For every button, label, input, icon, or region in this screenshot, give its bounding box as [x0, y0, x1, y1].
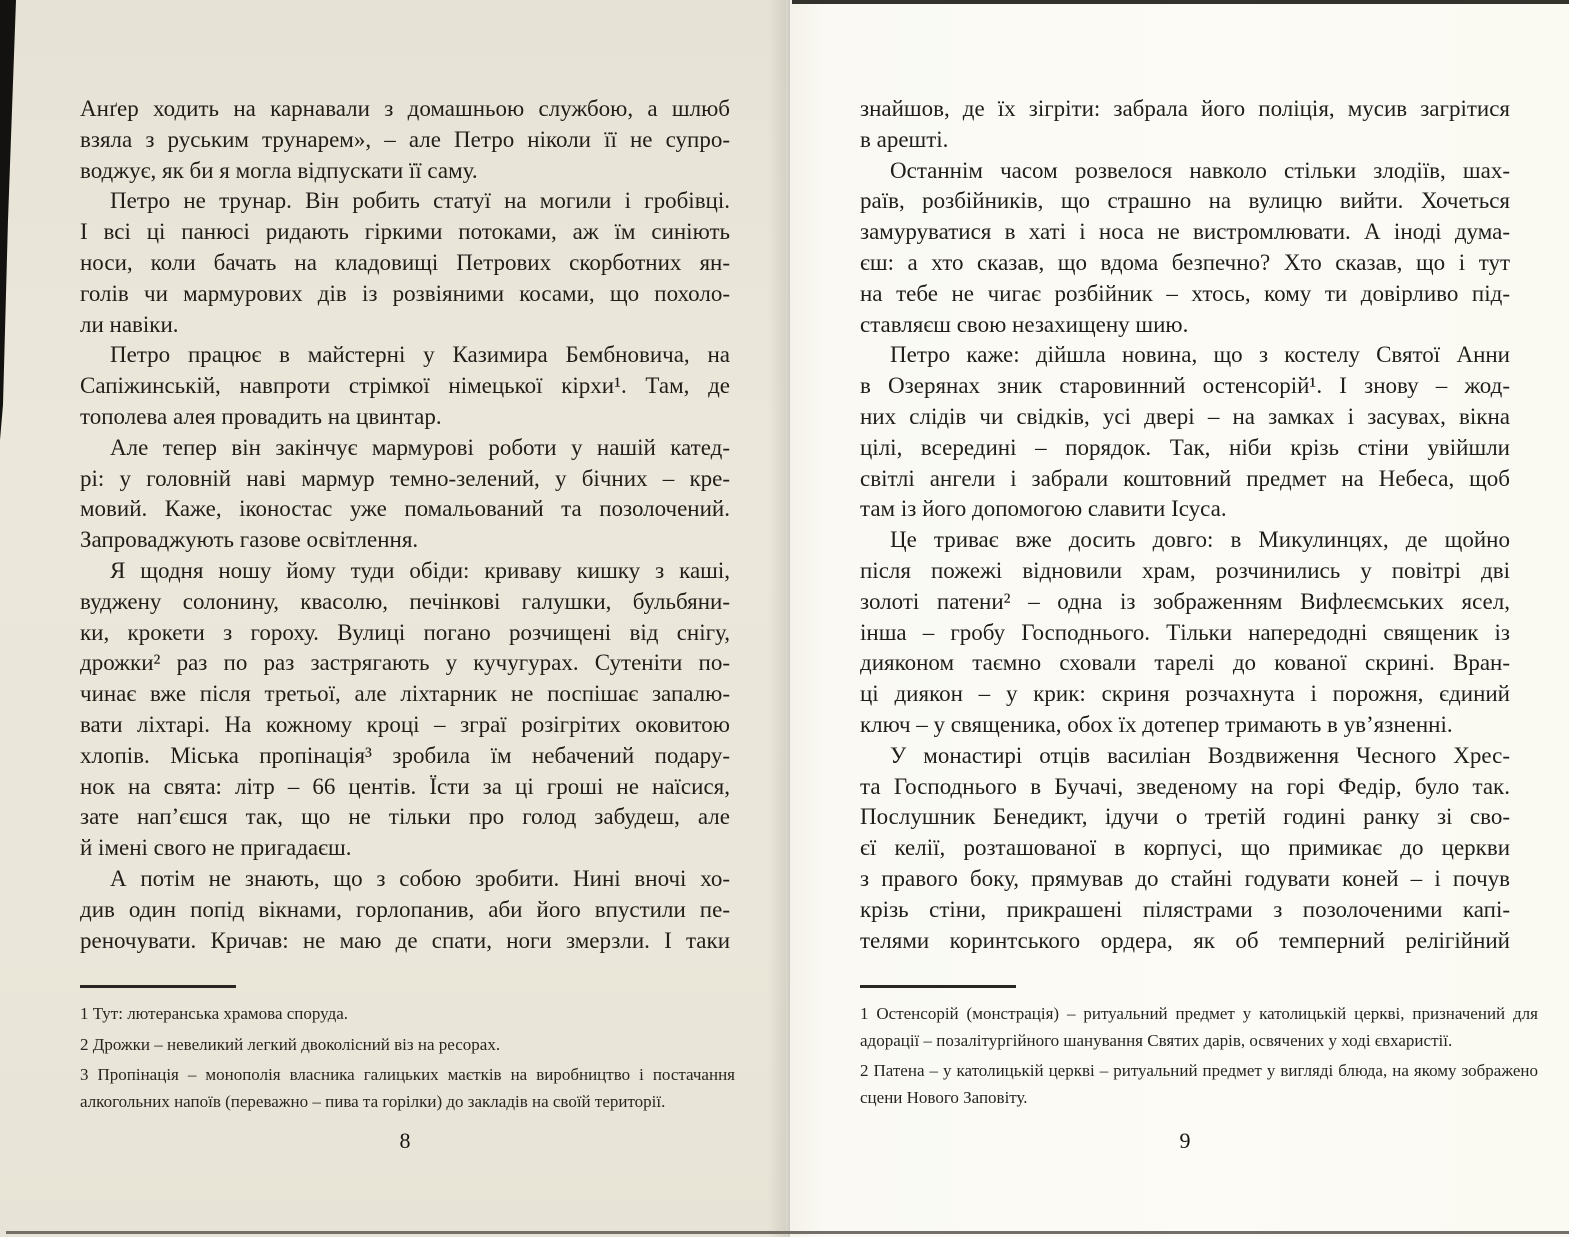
- text-line: ки, крокети з гороху. Вулиці погано розчищені від снігу,: [80, 619, 730, 645]
- text-line: ли навіки.: [80, 311, 179, 337]
- text-line: зате нап’єшся так, що не тільки про голод забудеш, але: [80, 804, 730, 830]
- text-line: Петро каже: дійшла новина, що з костелу Святої Анни: [890, 342, 1510, 368]
- text-line: замуруватися в хаті і носа не вистромлювати. А іноді дума-: [860, 219, 1510, 245]
- text-line: Запроваджують газове освітлення.: [80, 527, 419, 553]
- scan-edge-line-top: [792, 0, 1569, 4]
- text-line: з правого боку, прямував до стайні годувати коней – і почув: [860, 865, 1510, 891]
- text-line: єш: а хто сказав, що вдома безпечно? Хто сказав, що і тут: [860, 249, 1510, 275]
- page-left-body: [80, 94, 730, 956]
- page-right-body: [860, 94, 1510, 956]
- scan-edge-line-bottom: [6, 1231, 1569, 1234]
- paragraph: [860, 94, 1510, 156]
- text-line: хлопів. Міська пропінація³ зробила їм небачений подару-: [80, 742, 730, 768]
- text-line: Петро працює в майстерні у Казимира Бембновича, на: [110, 342, 730, 368]
- footnote: 2 Дрожки – невеликий легкий двоколісний віз на ресорах.: [80, 1034, 501, 1054]
- footnote: 1 Тут: лютеранська храмова споруда.: [80, 1004, 349, 1023]
- footnote: 1 Остенсорій (монстрація) – ритуальний предмет у католицькій церкві, призначений для адорації – позалітургійного шанування Святих дарів, освячених у ході євхаристії.: [860, 1004, 1538, 1050]
- text-line: раїв, розбійників, що страшно на вулицю вийти. Хочеться: [860, 188, 1510, 214]
- text-line: Сапіжинській, навпроти стрімкої німецької кірхи¹. Там, де: [80, 373, 730, 399]
- footnote-rule: [860, 985, 1016, 988]
- text-line: ставляєш свою незахищену шию.: [860, 311, 1189, 337]
- text-line: цілі, всередині – порядок. Так, ніби крізь стіни увійшли: [860, 434, 1510, 460]
- text-line: на тебе не чигає розбійник – хтось, кому ти довірливо під-: [860, 280, 1510, 306]
- text-line: вати ліхтарі. На кожному кроці – зграї розігрітих оковитою: [80, 711, 730, 737]
- page-right: [786, 0, 1569, 1237]
- text-line: див один попід вікнами, горлопанив, аби його впустили пе-: [80, 896, 730, 922]
- text-line: них слідів чи свідків, усі двері – на замках і засувах, вікна: [860, 403, 1510, 429]
- text-line: Це триває вже досить довго: в Микулинцях, де щойно: [890, 527, 1510, 553]
- text-line: Я щодня ношу йому туди обіди: криваву кишку з каші,: [110, 557, 730, 583]
- page-right-footnote-list: [860, 1001, 1538, 1111]
- footnote-rule: [80, 985, 236, 988]
- paragraph: [80, 94, 730, 186]
- text-line: крізь стіни, прикрашені пілястрами з позолоченими капі-: [860, 896, 1510, 922]
- text-line: золоті патени² – одна із зображенням Вифлеємських ясел,: [860, 588, 1510, 614]
- text-line: воджує, як би я могла відпускати її саму.: [80, 157, 478, 183]
- text-line: А потім не знають, що з собою зробити. Нині вночі хо-: [110, 865, 730, 891]
- text-line: взяла з руським трунарем», – але Петро ніколи її не супро-: [80, 126, 730, 152]
- text-line: Послушник Бенедикт, ідучи о третій годині ранку зі сво-: [860, 804, 1510, 830]
- text-line: тополева алея провадить на цвинтар.: [80, 403, 442, 429]
- text-line: чинає вже після третьої, але ліхтарник не поспішає запалю-: [80, 681, 730, 707]
- paragraph: [860, 525, 1510, 741]
- paragraph: [80, 433, 730, 556]
- text-line: У монастирі отців василіан Воздвиження Чесного Хрес-: [890, 742, 1510, 768]
- text-line: Але тепер він закінчує мармурові роботи у нашій катед-: [110, 434, 730, 460]
- paragraph: [80, 864, 730, 956]
- text-line: й імені свого не пригадаєш.: [80, 835, 352, 861]
- paragraph: [80, 186, 730, 340]
- paragraph: [80, 340, 730, 432]
- paragraph: [860, 340, 1510, 525]
- text-line: Останнім часом розвелося навколо стільки злодіїв, шах-: [890, 157, 1510, 183]
- text-line: та Господнього в Бучачі, зведеному на горі Федір, було так.: [860, 773, 1510, 799]
- text-line: знайшов, де їх зігріти: забрала його поліція, мусив загрітися: [860, 96, 1510, 121]
- text-line: Анґер ходить на карнавали з домашньою службою, а шлюб: [80, 96, 730, 121]
- text-line: нок на свята: літр – 66 центів. Їсти за ці гроші не наїсися,: [80, 773, 730, 799]
- text-line: світлі ангели і забрали коштовний предмет на Небеса, щоб: [860, 465, 1510, 491]
- text-line: там із його допомогою славити Ісуса.: [860, 496, 1227, 522]
- footnote: 2 Патена – у католицькій церкві – ритуальний предмет у вигляді блюда, на якому зображено сцени Нового Заповіту.: [860, 1061, 1538, 1107]
- text-line: єї келії, розташованої в корпусі, що примикає до церкви: [860, 835, 1510, 861]
- text-line: рі: у головній наві мармур темно-зелений, у бічних – кре-: [80, 465, 730, 491]
- text-line: ключ – у священика, обох їх дотепер тримають в ув’язненні.: [860, 711, 1453, 737]
- text-line: мовий. Каже, іконостас уже помальований та позолочений.: [80, 496, 730, 522]
- paragraph: [80, 556, 730, 864]
- text-line: телями коринтського ордера, як об темперний релігійний: [860, 927, 1510, 953]
- text-line: дрожки² раз по раз застрягають у кучугурах. Сутеніти по-: [80, 650, 730, 676]
- page-number-right: 9: [1179, 1128, 1191, 1153]
- footnote: 3 Пропінація – монополія власника галицьких маєтків на виробництво і постачання алкогольних напоїв (переважно – пива та горілки) до закладів на своїй території.: [80, 1065, 735, 1111]
- page-left-footnotes: [80, 985, 735, 1119]
- text-line: носи, коли бачать на кладовищі Петрових скорботних ян-: [80, 249, 730, 275]
- text-line: дияконом таємно сховали тарелі до кованої скрині. Вран-: [860, 650, 1510, 676]
- page-left-footnote-list: [80, 1001, 735, 1115]
- book-spine-shadow: [768, 0, 790, 1237]
- page-number-left: 8: [399, 1128, 411, 1153]
- page-right-footnotes: [860, 985, 1538, 1115]
- text-line: реночувати. Кричав: не маю де спати, ноги змерзли. І таки: [80, 927, 730, 953]
- paragraph: [860, 741, 1510, 957]
- text-line: Петро не трунар. Він робить статуї на могили і гробівці.: [110, 188, 730, 214]
- text-line: в Озерянах зник старовинний остенсорій¹. І знову – жод-: [860, 373, 1510, 399]
- paragraph: [860, 156, 1510, 341]
- text-line: вуджену солонину, квасолю, печінкові галушки, бульбяни-: [80, 588, 730, 614]
- text-line: голів чи мармурових дів із розвіяними косами, що похоло-: [80, 280, 730, 306]
- text-line: ці диякон – у крик: скриня розчахнута і порожня, єдиний: [860, 681, 1510, 707]
- text-line: інша – гробу Господнього. Тільки напередодні священик із: [860, 619, 1510, 645]
- text-line: після пожежі відновили храм, розчинились у повітрі дві: [860, 557, 1510, 583]
- text-line: в арешті.: [860, 126, 949, 152]
- text-line: І всі ці панюсі ридають гіркими потоками, аж їм синіють: [80, 219, 730, 245]
